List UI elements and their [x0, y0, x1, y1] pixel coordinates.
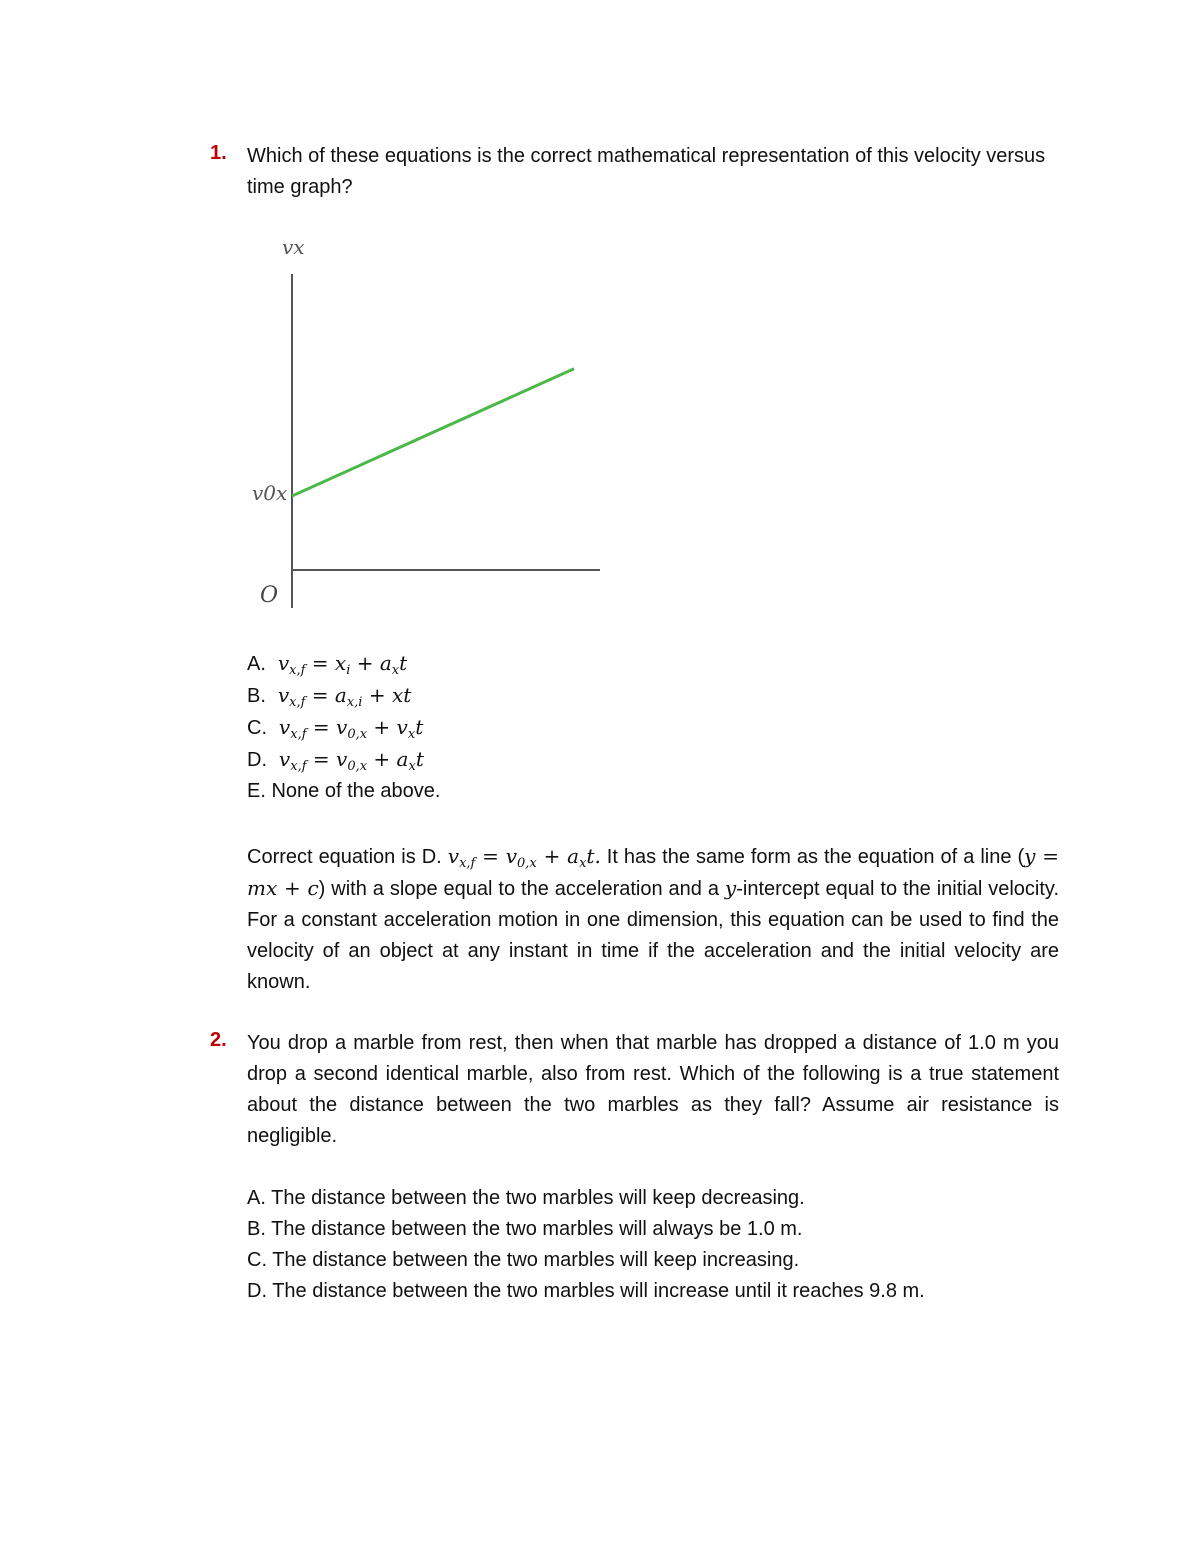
- option-d[interactable]: D. The distance between the two marbles will increase until it reaches 9.8 m.: [247, 1280, 925, 1302]
- option-letter: E.: [247, 780, 266, 802]
- question-2-text: You drop a marble from rest, then when that marble has dropped a distance of 1.0 m you drop a second identical marble, also from rest. Which of the following is a true statement about the distance between the two marbles as they fall? Assume air resistance is negligible.: [247, 1032, 1059, 1147]
- velocity-time-graph: [240, 232, 610, 612]
- option-letter: D.: [247, 749, 267, 771]
- origin-label: O: [260, 583, 279, 608]
- option-b[interactable]: [247, 680, 440, 712]
- question-2-options: [247, 1183, 925, 1307]
- option-b[interactable]: B. The distance between the two marbles will always be 1.0 m.: [247, 1218, 803, 1240]
- equation: $v_{x,f} = a_{x,i}$ + xt: [277, 683, 412, 710]
- equation: $v_{x,f} = v_{0,x} + v_xt$: [278, 715, 424, 742]
- option-text: None of the above.: [271, 780, 441, 802]
- option-a[interactable]: A. The distance between the two marbles will keep decreasing.: [247, 1187, 805, 1209]
- question-1-number: 1.: [210, 142, 227, 164]
- intercept-label: v0x: [252, 481, 288, 505]
- y-axis-label: vx: [282, 235, 305, 259]
- question-1-options: [247, 648, 440, 807]
- option-a[interactable]: [247, 648, 440, 680]
- option-c[interactable]: C. The distance between the two marbles will keep increasing.: [247, 1249, 800, 1271]
- option-letter: C.: [247, 717, 267, 739]
- option-d[interactable]: [247, 744, 440, 776]
- equation: $v_{x,f} = v_{0,x} + a_xt$: [278, 747, 424, 774]
- option-e[interactable]: [247, 776, 440, 807]
- answer-explanation: Correct equation is D. $v_{x,f} = v_{0,x} + a_xt$. It has the same form as the equation of a line (y = mx + c) with a slope equal to the acceleration and a y-intercept equal to the initial velocity. For a constant acceleration motion in one dimension, this equation can be used to find the velocity of an object at any instant in time if the acceleration and the initial velocity are known.: [247, 844, 1059, 993]
- option-letter: A.: [247, 653, 266, 675]
- option-letter: B.: [247, 685, 266, 707]
- option-c[interactable]: [247, 712, 440, 744]
- velocity-line: [292, 369, 574, 496]
- question-1-text: Which of these equations is the correct mathematical representation of this velocity versus time graph?: [247, 145, 1046, 198]
- question-2-number: 2.: [210, 1029, 227, 1051]
- equation: $v_{x,f} = x_i + a_xt$: [277, 651, 408, 678]
